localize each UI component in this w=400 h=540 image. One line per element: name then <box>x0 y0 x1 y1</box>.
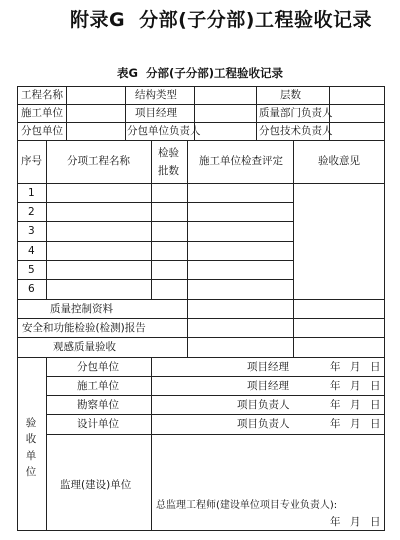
quality-docs-label: 质量控制资料 <box>50 303 113 315</box>
floors-label: 层数 <box>280 89 301 101</box>
date-year: 年 <box>330 399 341 411</box>
date-year: 年 <box>330 418 341 430</box>
row-number: 5 <box>28 264 35 276</box>
subcontractor-label: 分包单位 <box>21 125 63 137</box>
table-number: 表G <box>117 66 138 80</box>
date-day: 日 <box>370 399 381 411</box>
safety-check-label: 安全和功能检验(检测)报告 <box>22 322 146 334</box>
structure-type-label: 结构类型 <box>135 89 177 101</box>
appendix-title: 分部(子分部)工程验收记录 <box>139 9 372 31</box>
col-batch-line1: 检验 <box>158 147 179 159</box>
date-day: 日 <box>370 380 381 392</box>
date-month: 月 <box>350 418 361 430</box>
appendix-label: 附录G <box>70 9 126 31</box>
date-day: 日 <box>370 418 381 430</box>
chief-supervisor-label: 总监理工程师(建设单位项目专业负责人): <box>156 500 338 511</box>
unit-role: 项目经理 <box>247 361 289 373</box>
col-opinion: 验收意见 <box>318 155 360 167</box>
col-item-name: 分项工程名称 <box>67 155 130 167</box>
unit-role: 项目负责人 <box>237 399 290 411</box>
table-title: 分部(子分部)工程验收记录 <box>145 66 283 80</box>
date-day: 日 <box>370 516 381 528</box>
date-year: 年 <box>330 380 341 392</box>
date-year: 年 <box>330 516 341 528</box>
project-manager-label: 项目经理 <box>135 107 177 119</box>
date-month: 月 <box>350 361 361 373</box>
date-year: 年 <box>330 361 341 373</box>
unit-name: 施工单位 <box>77 380 119 392</box>
page-title <box>70 5 372 32</box>
unit-name: 设计单位 <box>77 418 119 430</box>
col-seq: 序号 <box>21 155 42 167</box>
unit-role: 项目经理 <box>247 380 289 392</box>
row-number: 4 <box>28 245 35 257</box>
unit-name: 分包单位 <box>77 361 119 373</box>
row-number: 1 <box>28 187 35 199</box>
row-number: 2 <box>28 206 35 218</box>
quality-head-label: 质量部门负责人 <box>259 107 333 119</box>
col-self-check: 施工单位检查评定 <box>199 155 283 167</box>
acceptance-units-label: 验 收 单 位 <box>25 417 37 478</box>
appearance-label: 观感质量验收 <box>53 341 116 353</box>
row-number: 3 <box>28 225 35 237</box>
date-month: 月 <box>350 399 361 411</box>
project-name-label: 工程名称 <box>21 89 63 101</box>
row-number: 6 <box>28 283 35 295</box>
date-month: 月 <box>350 516 361 528</box>
date-day: 日 <box>370 361 381 373</box>
date-month: 月 <box>350 380 361 392</box>
supervision-unit-label: 监理(建设)单位 <box>60 479 132 491</box>
contractor-label: 施工单位 <box>21 107 63 119</box>
unit-name: 勘察单位 <box>77 399 119 411</box>
unit-role: 项目负责人 <box>237 418 290 430</box>
sub-unit-head-label: 分包单位负责人 <box>127 125 201 137</box>
table-caption <box>0 65 400 81</box>
col-batch-line2: 批数 <box>158 165 179 177</box>
sub-tech-head-label: 分包技术负责人 <box>259 125 333 137</box>
